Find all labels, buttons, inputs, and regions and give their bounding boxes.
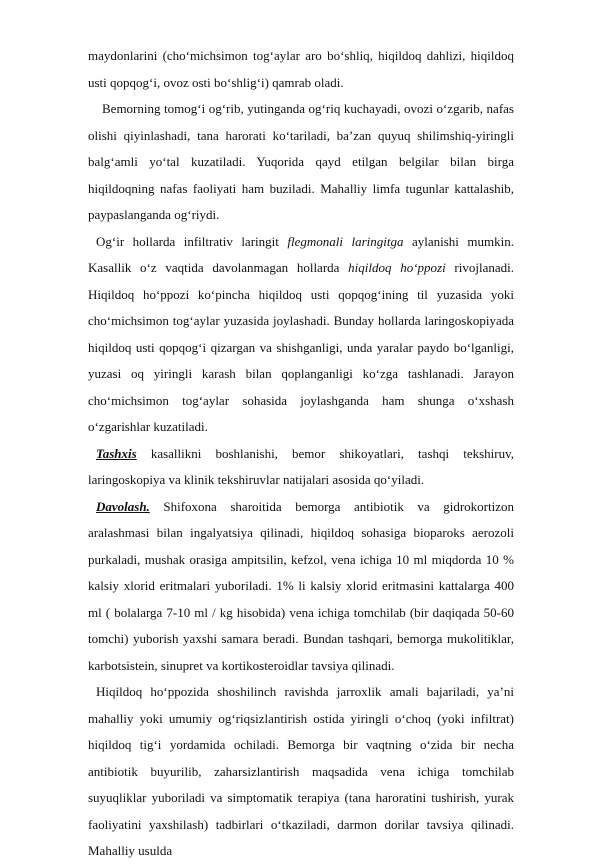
paragraph-3 <box>88 229 514 441</box>
paragraph-treatment <box>88 494 514 680</box>
paragraph-3-text-c: rivojlanadi. Hiqildoq ho‘ppozi ko‘pincha hiqildoq usti qopqog‘ining til yuzasida yoki cho‘michsimon tog‘aylar yuzasida joylashadi. Bunday hollarda laringoskopiyada hiqildoq usti qopqog‘i qizargan va shishganligi, unda yaralar paydo bo‘lganligi, yuzasi oq yiringli karash bilan qoplanganligi ko‘zga tashlanadi. Jarayon cho‘michsimon tog‘aylar sohasida joylashganda ham shunga o‘xshash o‘zgarishlar kuzatiladi. <box>88 260 514 434</box>
paragraph-3-text-a: Og‘ir hollarda infiltrativ laringit <box>96 233 288 249</box>
paragraph-2: Bemorning tomog‘i og‘rib, yutinganda og‘riq kuchayadi, ovozi o‘zgarib, nafas olishi qiyinlashadi, tana harorati ko‘tariladi, ba’zan quyuq shilimshiq-yiringli balg‘amli yo‘tal kuzatiladi. Yuqorida qayd etilgan belgilar bilan birga hiqildoqning nafas faoliyati ham buziladi. Mahalliy limfa tugunlar kattalashib, paypaslanganda og‘riydi. <box>88 101 514 222</box>
heading-tashxis: Tashxis <box>96 445 137 461</box>
paragraph-6: Hiqildoq ho‘ppozida shoshilinch ravishda jarroxlik amali bajariladi, ya’ni mahalliy yoki umumiy og‘riqsizlantirish ostida yiringli o‘choq (yoki infiltrat) hiqildoq tig‘i yordamida ochiladi. Bemorga bir vaqtning o‘zida bir necha antibiotik buyurilib, zaharsizlantirish maqsadida vena ichiga tomchilab suyuqliklar yuboriladi va simptomatik terapiya (tana haroratini tushirish, yurak faoliyatini yaxshilash) tadbirlari o‘tkaziladi, darmon dorilar tavsiya qilinadi. Mahalliy usulda <box>88 684 514 858</box>
paragraph-1: maydonlarini (cho‘michsimon tog‘aylar aro bo‘shliq, hiqildoq dahlizi, hiqildoq usti qopqog‘i, ovoz osti bo‘shlig‘i) qamrab oladi. <box>88 48 514 90</box>
term-hiqildoq-hoppozi: hiqildoq ho‘ppozi <box>348 260 446 275</box>
treatment-text: Shifoxona sharoitida bemorga antibiotik va gidrokortizon aralashmasi bilan ingalyatsiya qilinadi, hiqildoq sohasiga bioparoks aerozoli purkaladi, mushak orasiga ampitsilin, kefzol, vena ichiga 10 ml miqdorda 10 % kalsiy xlorid eritmalari yuboriladi. 1% li kalsiy xlorid eritmasini kattalarga 400 ml ( bolalarga 7-10 ml / kg hisobida) vena ichiga tomchilab (bir daqiqada 50-60 tomchi) yuborish yaxshi samara beradi. Bundan tashqari, bemorga mukolitiklar, karbotsistein, sinupret va kortikosteroidlar tavsiya qilinadi. <box>88 498 514 673</box>
paragraph-3-text-b: aylanishi mumkin. Kasallik o‘z vaqtida davolanmagan hollarda <box>88 233 514 275</box>
term-flegmonali-laringit: flegmonali laringitga <box>287 233 404 249</box>
paragraph-diagnosis <box>88 441 514 494</box>
document-page <box>88 43 514 865</box>
heading-davolash: Davolash. <box>96 498 150 514</box>
diagnosis-text: kasallikni boshlanishi, bemor shikoyatlari, tashqi tekshiruv, laringoskopiya va klinik tekshiruvlar natijalari asosida qo‘yiladi. <box>88 445 514 487</box>
